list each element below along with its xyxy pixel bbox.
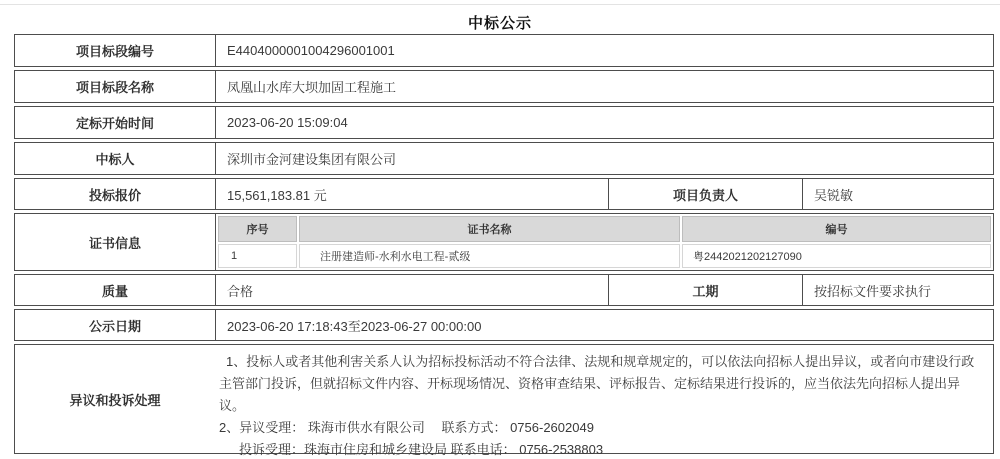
table-row-certificates [14,213,994,271]
table-row-quality [14,274,994,306]
certificate-data-row [218,244,991,268]
duration-label: 工期 [608,275,802,305]
certificates-label: 证书信息 [88,235,141,251]
table-row-objection [14,344,994,457]
duration-value: 按招标文件要求执行 [802,275,993,305]
publicity-period-value: 2023-06-20 17:18:43至2023-06-27 00:00:00 [215,310,993,340]
project-manager-value: 吴锐敏 [802,179,993,209]
table-row-winner [14,142,994,175]
quality-label: 质量 [101,283,128,299]
publicity-period-label: 公示日期 [88,318,141,334]
table-row-bid-price [14,178,994,210]
award-announcement-table [14,34,994,457]
table-row-publicity-period [14,309,994,341]
project-name-value: 凤凰山水库大坝加固工程施工 [215,71,993,102]
page-title: 中标公示 [467,15,532,32]
cert-header-name: 证书名称 [299,216,680,242]
award-start-time-label: 定标开始时间 [75,116,154,131]
objection-paragraph-1: 1、投标人或者其他利害关系人认为招标投标活动不符合法律、法规和规章规定的，可以依法向招标人提出异议，或者向市建设行政主管部门投诉，但就招标文件内容、开标现场情况、资格审查结果、评标报告、定标结果进行投诉的，应当依法先向招标人提出异议。 [219,354,975,413]
project-manager-label: 项目负责人 [608,179,802,209]
bid-price-value: 15,561,183.81 元 [215,179,608,209]
award-start-time-value: 2023-06-20 15:09:04 [215,107,993,138]
winner-value: 深圳市金河建设集团有限公司 [215,143,993,174]
objection-content [215,345,993,457]
table-row-award-start-time [14,106,994,139]
project-code-value: E4404000001004296001001 [215,35,993,66]
objection-paragraph-2: 2、异议受理： 珠海市供水有限公司 联系方式： 0756-2602049 [219,420,594,435]
cert-number-value: 粤2442021202127090 [682,244,991,268]
project-code-label: 项目标段编号 [75,44,154,59]
objection-label: 异议和投诉处理 [69,392,161,408]
table-row-project-name [14,70,994,103]
bid-price-label: 投标报价 [88,187,141,203]
cert-header-seq: 序号 [218,216,297,242]
winner-label: 中标人 [95,152,135,167]
certificate-header-row [218,216,991,242]
cert-seq-value: 1 [218,244,297,268]
cert-header-number: 编号 [682,216,991,242]
certificates-table-cell [215,214,993,270]
objection-paragraph-3: 投诉受理：珠海市住房和城乡建设局 联系电话： 0756-2538803 [239,442,604,457]
quality-value: 合格 [215,275,608,305]
table-row-project-code [14,34,994,67]
project-name-label: 项目标段名称 [75,80,154,95]
certificate-table [216,214,993,270]
cert-name-value: 注册建造师-水利水电工程-贰级 [299,244,680,268]
top-divider [0,4,1000,5]
